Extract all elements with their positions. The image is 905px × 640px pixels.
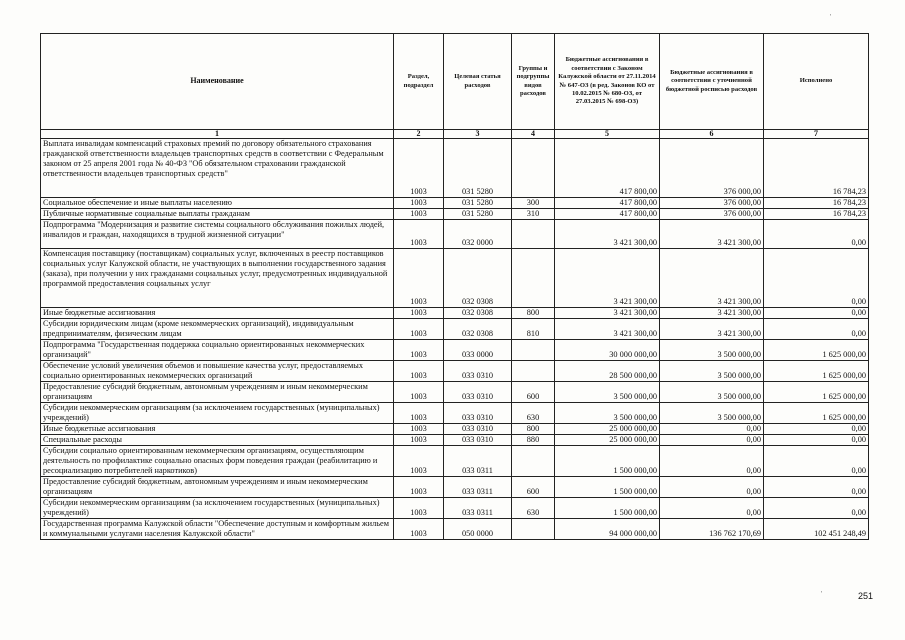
scan-mark: ' [830,14,832,21]
page-number: 251 [858,591,874,601]
row-name-text: Субсидии юридическим лицам (кроме некоммерческих организаций), индивидуальным предпринимателям, физическим лицам [43,319,354,338]
column-number: 5 [555,130,660,139]
row-name-text: Подпрограмма "Модернизация и развитие системы социального обслуживания пожилых людей, инвалидов и граждан, находящихся в трудной жизненной ситуации" [43,220,385,239]
row-name [41,477,394,498]
row-refined-allocation: 0,00 [660,477,764,498]
table-row [41,519,869,540]
row-target-article: 033 0310 [444,435,512,446]
row-name [41,498,394,519]
row-law-allocation: 94 000 000,00 [555,519,660,540]
table-row [41,498,869,519]
row-refined-allocation: 3 421 300,00 [660,249,764,308]
table-row [41,308,869,319]
row-target-article: 031 5280 [444,198,512,209]
row-law-allocation: 3 500 000,00 [555,382,660,403]
header-refined-allocations: Бюджетные ассигнования в соответствии с уточненной бюджетной росписью расходов [660,34,764,130]
row-target-article: 032 0000 [444,220,512,249]
row-expense-group [512,249,555,308]
scan-mark: ' [821,591,823,598]
row-expense-group: 880 [512,435,555,446]
row-expense-group [512,519,555,540]
row-section: 1003 [394,498,444,519]
row-law-allocation: 1 500 000,00 [555,446,660,477]
row-executed: 0,00 [764,220,869,249]
row-name [41,198,394,209]
budget-table [40,33,869,540]
table-body [41,139,869,540]
header-executed: Исполнено [764,34,869,130]
row-name-text: Публичные нормативные социальные выплаты гражданам [43,209,250,218]
row-refined-allocation: 376 000,00 [660,209,764,220]
row-law-allocation: 28 500 000,00 [555,361,660,382]
row-name [41,361,394,382]
row-name [41,519,394,540]
table-row [41,139,869,198]
row-refined-allocation: 3 500 000,00 [660,382,764,403]
row-name-text: Выплата инвалидам компенсаций страховых премий по договору обязательного страхования гражданской ответственности владельцев транспортных средств в соответствии с Федеральным законом от 25 апреля 2001 года № 40-ФЗ "Об обязательном страховании гражданской ответственности владельцев транспортных средств" [43,139,384,178]
row-section: 1003 [394,477,444,498]
row-law-allocation: 417 800,00 [555,209,660,220]
row-executed: 1 625 000,00 [764,382,869,403]
header-groups: Группы и подгруппы видов расходов [512,34,555,130]
row-executed: 0,00 [764,446,869,477]
row-section: 1003 [394,139,444,198]
table-row [41,446,869,477]
row-section: 1003 [394,403,444,424]
table-row [41,403,869,424]
row-target-article: 033 0311 [444,446,512,477]
row-refined-allocation: 0,00 [660,424,764,435]
row-expense-group: 630 [512,498,555,519]
row-expense-group: 800 [512,424,555,435]
row-target-article: 033 0310 [444,403,512,424]
row-refined-allocation: 136 762 170,69 [660,519,764,540]
header-target: Целевая статья расходов [444,34,512,130]
row-expense-group [512,220,555,249]
row-refined-allocation: 376 000,00 [660,139,764,198]
row-law-allocation: 3 421 300,00 [555,249,660,308]
table-row [41,220,869,249]
row-expense-group [512,446,555,477]
row-name-text: Специальные расходы [43,435,122,444]
row-refined-allocation: 3 500 000,00 [660,403,764,424]
table-header [41,34,869,139]
row-expense-group [512,340,555,361]
row-section: 1003 [394,361,444,382]
table-row [41,361,869,382]
row-name [41,209,394,220]
row-law-allocation: 3 421 300,00 [555,308,660,319]
row-executed: 16 784,23 [764,209,869,220]
row-law-allocation: 3 421 300,00 [555,319,660,340]
row-target-article: 031 5280 [444,139,512,198]
row-name [41,308,394,319]
table-row [41,249,869,308]
row-refined-allocation: 376 000,00 [660,198,764,209]
row-refined-allocation: 3 500 000,00 [660,340,764,361]
row-section: 1003 [394,198,444,209]
row-section: 1003 [394,435,444,446]
row-expense-group: 310 [512,209,555,220]
row-target-article: 050 0000 [444,519,512,540]
table-row [41,319,869,340]
row-target-article: 032 0308 [444,249,512,308]
row-name [41,220,394,249]
row-executed: 0,00 [764,424,869,435]
row-law-allocation: 1 500 000,00 [555,477,660,498]
row-refined-allocation: 3 421 300,00 [660,319,764,340]
row-law-allocation: 25 000 000,00 [555,435,660,446]
row-executed: 0,00 [764,249,869,308]
header-law-allocations: Бюджетные ассигнования в соответствии с Законом Калужской области от 27.11.2014 № 647-ОЗ (в ред. Законов КО от 10.02.2015 № 680-ОЗ, от 27.03.2015 № 698-ОЗ) [555,34,660,130]
row-section: 1003 [394,249,444,308]
row-expense-group: 630 [512,403,555,424]
row-target-article: 033 0310 [444,424,512,435]
row-expense-group [512,139,555,198]
row-target-article: 033 0000 [444,340,512,361]
row-name-text: Иные бюджетные ассигнования [43,308,156,317]
row-section: 1003 [394,220,444,249]
column-number: 7 [764,130,869,139]
row-section: 1003 [394,446,444,477]
row-name-text: Субсидии некоммерческим организациям (за исключением государственных (муниципальных) учреждений) [43,498,380,517]
row-name-text: Обеспечение условий увеличения объемов и повышение качества услуг, предоставляемых социально ориентированных некоммерческих организаций [43,361,363,380]
row-executed: 0,00 [764,308,869,319]
row-name-text: Социальное обеспечение и иные выплаты населению [43,198,232,207]
row-name-text: Субсидии некоммерческим организациям (за исключением государственных (муниципальных) учреждений) [43,403,380,422]
row-refined-allocation: 3 500 000,00 [660,361,764,382]
row-law-allocation: 1 500 000,00 [555,498,660,519]
row-name-text: Подпрограмма "Государственная поддержка социально ориентированных некоммерческих организаций" [43,340,365,359]
row-expense-group: 810 [512,319,555,340]
row-name [41,403,394,424]
row-name-text: Компенсация поставщику (поставщикам) социальных услуг, включенных в реестр поставщиков социальных услуг Калужской области, не участвующих в выполнении государственного задания (заказа), при получении у них гражданами социальных услуг, предусмотренных индивидуальной программой предоставления социальных услуг [43,249,388,288]
row-executed: 1 625 000,00 [764,361,869,382]
row-expense-group: 600 [512,477,555,498]
row-section: 1003 [394,319,444,340]
column-number: 4 [512,130,555,139]
row-section: 1003 [394,519,444,540]
row-name-text: Субсидии социально ориентированным некоммерческим организациям, осуществляющим деятельность по профилактике социально опасных форм поведения граждан (реабилитацию и ресоциализацию потребителей наркотиков) [43,446,378,475]
row-executed: 0,00 [764,498,869,519]
row-target-article: 033 0310 [444,382,512,403]
row-refined-allocation: 3 421 300,00 [660,220,764,249]
table-row [41,424,869,435]
row-target-article: 033 0311 [444,498,512,519]
row-name [41,319,394,340]
table-row [41,340,869,361]
row-law-allocation: 3 500 000,00 [555,403,660,424]
row-name-text: Предоставление субсидий бюджетным, автономным учреждениям и иным некоммерческим организациям [43,477,368,496]
row-target-article: 032 0308 [444,319,512,340]
column-number: 2 [394,130,444,139]
column-number: 6 [660,130,764,139]
row-expense-group: 800 [512,308,555,319]
row-section: 1003 [394,308,444,319]
row-expense-group: 600 [512,382,555,403]
row-name-text: Предоставление субсидий бюджетным, автономным учреждениям и иным некоммерческим организациям [43,382,368,401]
column-number-row [41,130,869,139]
row-target-article: 033 0310 [444,361,512,382]
row-section: 1003 [394,340,444,361]
row-refined-allocation: 0,00 [660,498,764,519]
budget-sheet [40,33,868,540]
row-law-allocation: 3 421 300,00 [555,220,660,249]
row-executed: 16 784,23 [764,198,869,209]
row-executed: 102 451 248,49 [764,519,869,540]
row-refined-allocation: 3 421 300,00 [660,308,764,319]
row-law-allocation: 417 800,00 [555,198,660,209]
row-name [41,435,394,446]
table-row [41,198,869,209]
table-row [41,477,869,498]
row-law-allocation: 25 000 000,00 [555,424,660,435]
row-name-text: Государственная программа Калужской области "Обеспечение доступным и комфортным жильем и коммунальными услугами населения Калужской области" [43,519,389,538]
row-executed: 0,00 [764,435,869,446]
row-law-allocation: 417 800,00 [555,139,660,198]
row-law-allocation: 30 000 000,00 [555,340,660,361]
row-name [41,139,394,198]
row-expense-group: 300 [512,198,555,209]
header-name: Наименование [41,34,394,130]
row-section: 1003 [394,424,444,435]
row-name-text: Иные бюджетные ассигнования [43,424,156,433]
row-target-article: 031 5280 [444,209,512,220]
row-executed: 1 625 000,00 [764,403,869,424]
row-executed: 0,00 [764,477,869,498]
row-section: 1003 [394,209,444,220]
header-section: Раздел, подраздел [394,34,444,130]
table-row [41,209,869,220]
row-expense-group [512,361,555,382]
row-section: 1003 [394,382,444,403]
row-name [41,446,394,477]
column-number: 3 [444,130,512,139]
row-refined-allocation: 0,00 [660,435,764,446]
table-row [41,382,869,403]
table-row [41,435,869,446]
row-name [41,424,394,435]
row-target-article: 033 0311 [444,477,512,498]
row-name [41,340,394,361]
row-name [41,382,394,403]
row-executed: 16 784,23 [764,139,869,198]
row-refined-allocation: 0,00 [660,446,764,477]
row-executed: 0,00 [764,319,869,340]
column-number: 1 [41,130,394,139]
row-target-article: 032 0308 [444,308,512,319]
row-name [41,249,394,308]
row-executed: 1 625 000,00 [764,340,869,361]
